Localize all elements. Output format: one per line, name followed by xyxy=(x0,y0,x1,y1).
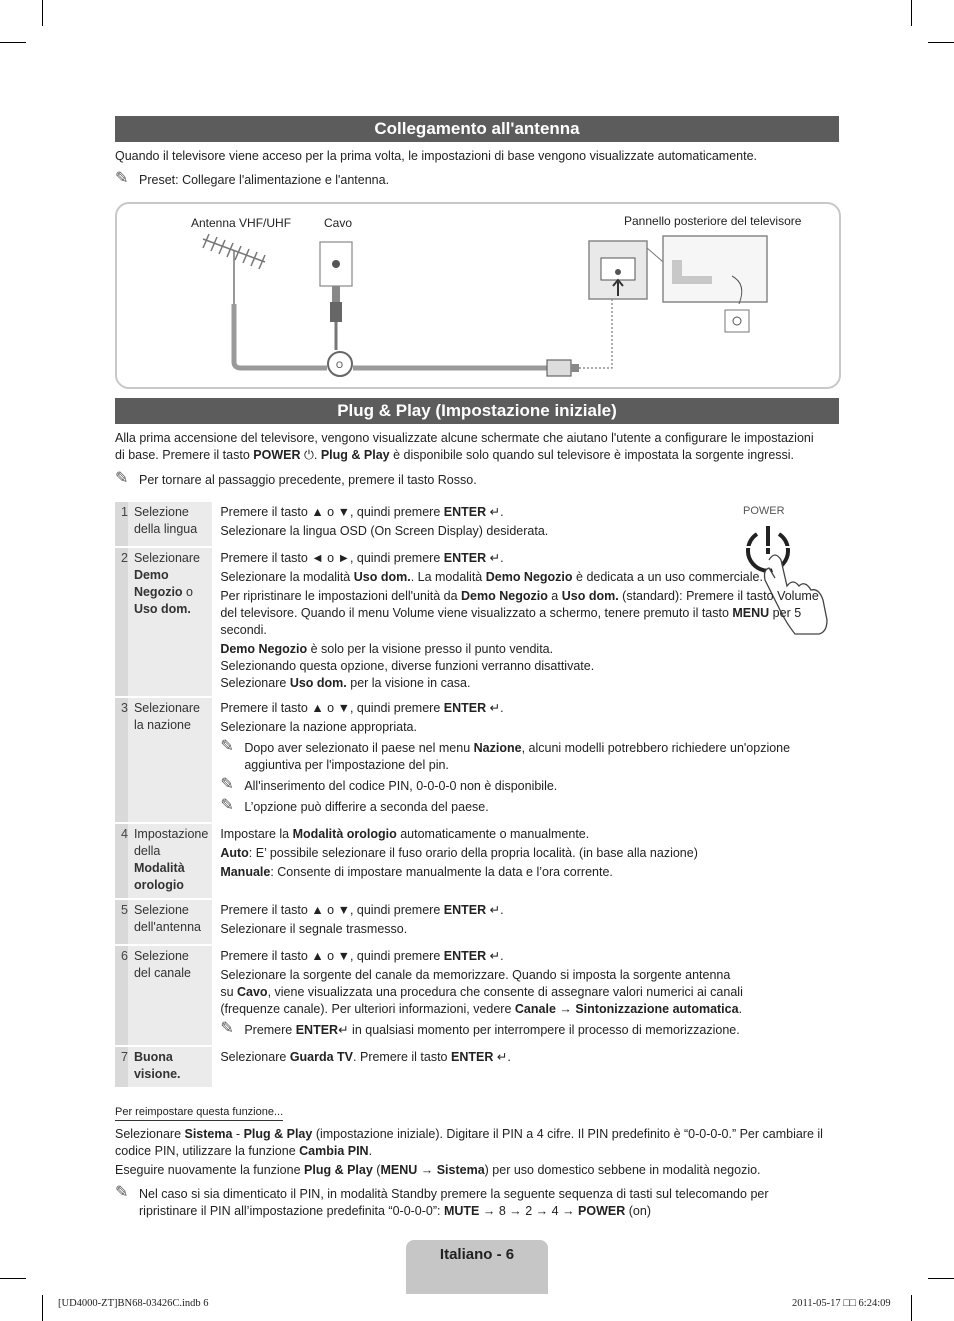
step-text: , alcuni modelli potrebbero richiedere un'opzione aggiuntiva per l'impostazione del pin. xyxy=(244,741,791,772)
step-text: Selezionare xyxy=(220,676,290,690)
intro-text: . xyxy=(313,448,321,462)
step-description: Premere il tasto ▲ o ▼, quindi premere ENTER ↵. Selezionare il segnale trasmesso. xyxy=(213,899,820,945)
step-row xyxy=(115,547,820,697)
enter-icon: ↵ xyxy=(486,701,501,715)
step-description xyxy=(213,823,820,899)
note-pencil-icon: ✎ xyxy=(115,170,129,187)
note-pencil-icon: ✎ xyxy=(220,797,234,814)
power-label: POWER xyxy=(743,505,785,517)
step-text: . Premere il tasto xyxy=(353,1050,451,1064)
reset-line-1 xyxy=(115,1126,839,1143)
intro-text: è disponibile solo quando sul televisore è impostata la sorgente ingressi. xyxy=(389,448,795,462)
step-text: Premere xyxy=(244,1023,296,1037)
step-name: Selezione del canale xyxy=(128,945,213,1046)
step-name xyxy=(128,547,213,697)
step-bold: Uso dom. xyxy=(289,676,347,690)
step-text: Dopo aver selezionato il paese nel menu xyxy=(244,741,474,755)
step-name-bold: Buona visione. xyxy=(133,1050,181,1081)
reset-text: Selezionare xyxy=(115,1127,185,1141)
step-name: Selezionare la nazione xyxy=(128,697,213,823)
enter-key-label: ENTER xyxy=(443,949,487,963)
antenna-icon xyxy=(203,234,265,304)
step-number: 5 xyxy=(115,899,128,945)
step-description: Premere il tasto ◄ o ►, quindi premere ENTER ↵. Selezionare la modalità Uso dom.. La modalità Demo Negozio è dedicata a un uso commerciale. Per ripristinare le impostazioni dell'unità da Demo Negozio a Uso dom. (standard): Premere il tasto Volume del televisore. Quando il menu Volume viene visualizzato a schermo, tenere premuto il tasto MENU per 5 secondi. Demo Negozio è solo per la visione presso il punto vendita. Selezionando questa opzione, diverse funzioni verranno disattivate. Selezionare Uso dom. per la visione in casa. xyxy=(220,551,819,690)
plug-play-note-text: Per tornare al passaggio precedente, premere il tasto Rosso. xyxy=(139,473,477,487)
svg-text:O: O xyxy=(336,360,344,370)
enter-icon: ↵ xyxy=(493,1050,508,1064)
note-pencil-icon: ✎ xyxy=(115,1184,129,1201)
step-text: Selezionare il segnale trasmesso. xyxy=(220,922,408,936)
step-name-text: o xyxy=(182,585,193,599)
step-number: 3 xyxy=(115,697,128,823)
step-text: in qualsiasi momento per interrompere il processo di memorizzazione. xyxy=(352,1023,740,1037)
step-text: Per ripristinare le impostazioni dell'unità da xyxy=(220,589,462,603)
step-description: Premere il tasto ▲ o ▼, quindi premere ENTER ↵. Selezionare la lingua OSD (On Screen Display) desiderata. xyxy=(213,501,820,547)
reset-bold: Sistema xyxy=(436,1163,485,1177)
step-text: è dedicata a un uso commerciale. xyxy=(572,570,763,584)
crop-mark xyxy=(42,1295,43,1321)
step-number: 6 xyxy=(115,945,128,1046)
step-text: per la visione in casa. xyxy=(346,676,471,690)
antenna-note xyxy=(115,172,839,189)
step-text: Selezionare la sorgente del canale da memorizzare. Quando si imposta la sorgente antenna su xyxy=(220,968,731,999)
note-pencil-icon: ✎ xyxy=(220,738,234,755)
reset-text: → xyxy=(417,1163,437,1177)
step-name-bold: Modalità orologio xyxy=(133,861,185,892)
setup-steps-table xyxy=(115,500,820,1087)
step-text: a xyxy=(547,589,562,603)
reset-note-text: (on) xyxy=(625,1204,651,1218)
step-number: 2 xyxy=(115,547,128,697)
step-bold: Canale → Sintonizzazione automatica xyxy=(514,1002,739,1016)
step-text: per 5 secondi. xyxy=(220,606,802,637)
step-description: Premere il tasto ▲ o ▼, quindi premere ENTER ↵. Selezionare la sorgente del canale da memorizzare. Quando si imposta la sorgente antenna su Cavo, viene visualizzata una procedura che consente di assegnare valori numerici ai canali (frequenze canale). Per ulteriori informazioni, vedere Canale → Sintonizzazione automatica. ✎ Premere ENTER↵ in qualsiasi momento per interrompere il processo di memorizzazione. xyxy=(220,949,743,1037)
step-description: Premere il tasto ▲ o ▼, quindi premere ENTER ↵. Selezionare la nazione appropriata. ✎ Dopo aver selezionato il paese nel menu Nazione, alcuni modelli potrebbero richiedere un'opzione aggiuntiva per l'impostazione del pin. ✎ All'inserimento del codice PIN, 0-0-0-0 non è disponibile. ✎ L’opzione può differire a seconda del paese. xyxy=(213,697,820,823)
antenna-intro: Quando il televisore viene acceso per la prima volta, le impostazioni di base vengono visualizzate automaticamente. xyxy=(115,149,758,163)
step-number: 4 xyxy=(115,823,128,899)
power-glyph-icon: ⏻ xyxy=(300,448,314,462)
crop-mark xyxy=(0,42,26,43)
enter-key-label: ENTER xyxy=(295,1023,339,1037)
step-row xyxy=(115,501,820,547)
step-row xyxy=(115,1046,820,1087)
page-number-tab: Italiano - 6 xyxy=(406,1240,548,1294)
crop-mark xyxy=(911,1295,912,1321)
step-text: : Consente di impostare manualmente la data e l’ora corrente. xyxy=(270,865,613,879)
crop-mark xyxy=(0,1278,26,1279)
enter-key-label: ENTER xyxy=(443,505,487,519)
enter-icon: ↵ xyxy=(486,949,501,963)
enter-key-label: ENTER xyxy=(450,1050,494,1064)
enter-icon: ↵ xyxy=(486,903,501,917)
plug-play-term: Plug & Play xyxy=(320,448,390,462)
enter-icon: ↵ xyxy=(486,505,501,519)
antenna-label: Antenna VHF/UHF xyxy=(191,216,292,230)
footer-date: 2011-05-17 □□ 6:24:09 xyxy=(792,1298,891,1309)
enter-key-label: ENTER xyxy=(443,903,487,917)
enter-icon: ↵ xyxy=(338,1023,353,1037)
step-name-text: Selezionare xyxy=(133,551,200,565)
reset-bold: MENU xyxy=(380,1163,418,1177)
step-name-text: Impostazione della xyxy=(133,827,209,858)
reset-bold: Plug & Play xyxy=(243,1127,313,1141)
step-name xyxy=(128,823,213,899)
step-text: (standard): Premere il tasto Volume del televisore. Quando il menu Volume viene visualizzato a schermo, tenere premuto il tasto xyxy=(220,589,819,620)
step-bold: Nazione xyxy=(473,741,522,755)
crop-mark xyxy=(928,42,954,43)
step-bold: Manuale xyxy=(220,865,271,879)
step-row xyxy=(115,823,820,899)
power-key-label: POWER xyxy=(253,448,301,462)
note-pencil-icon: ✎ xyxy=(220,1020,234,1037)
plug-play-intro-2 xyxy=(115,447,839,464)
step-bold: Cavo xyxy=(237,985,268,999)
reset-heading: Per reimpostare questa funzione... xyxy=(115,1105,283,1121)
step-text: Premere il tasto ▲ o ▼, quindi premere xyxy=(220,949,444,963)
step-text: Selezionare la nazione appropriata. xyxy=(220,720,417,734)
antenna-diagram xyxy=(115,202,841,389)
reset-text: - xyxy=(232,1127,244,1141)
antenna-note-text: Preset: Collegare l'alimentazione e l'antenna. xyxy=(139,173,390,187)
step-text: è solo per la visione presso il punto vendita. xyxy=(307,642,554,656)
reset-bold: POWER xyxy=(578,1204,626,1218)
reset-text: ( xyxy=(372,1163,381,1177)
step-bold: Demo Negozio xyxy=(461,589,548,603)
step-number: 1 xyxy=(115,501,128,547)
step-text: L’opzione può differire a seconda del paese. xyxy=(244,800,489,814)
step-bold: Guarda TV xyxy=(289,1050,354,1064)
step-bold: Auto xyxy=(220,846,249,860)
step-text: Premere il tasto ▲ o ▼, quindi premere xyxy=(220,505,444,519)
step-bold: Uso dom. xyxy=(353,570,411,584)
enter-icon: ↵ xyxy=(486,551,501,565)
footer-file: [UD4000-ZT]BN68-03426C.indb 6 xyxy=(58,1298,209,1309)
note-pencil-icon: ✎ xyxy=(220,776,234,793)
cable-label: Cavo xyxy=(324,216,353,230)
reset-bold: Sistema xyxy=(184,1127,233,1141)
reset-note-text: ripristinare il PIN all’impostazione predefinita “0-0-0-0”: xyxy=(139,1204,444,1218)
reset-line-2 xyxy=(115,1143,839,1160)
plug-play-note xyxy=(115,472,839,489)
step-text: . La modalità xyxy=(410,570,486,584)
step-text: Selezionare la lingua OSD (On Screen Display) desiderata. xyxy=(220,524,549,538)
step-text: Selezionare la modalità xyxy=(220,570,354,584)
reset-bold: Cambia PIN xyxy=(299,1144,369,1158)
note-pencil-icon: ✎ xyxy=(115,470,129,487)
antenna-diagram-graphic xyxy=(117,204,839,387)
reset-note xyxy=(115,1186,839,1220)
step-text: Premere il tasto ◄ o ►, quindi premere xyxy=(220,551,444,565)
reset-note-text: Nel caso si sia dimenticato il PIN, in modalità Standby premere la seguente sequenza di tasti sul telecomando per xyxy=(139,1187,769,1201)
step-text: Impostare la xyxy=(220,827,293,841)
intro-text: di base. Premere il tasto xyxy=(115,448,254,462)
step-name: Selezione dell'antenna xyxy=(128,899,213,945)
enter-key-label: ENTER xyxy=(443,701,487,715)
reset-bold: Plug & Play xyxy=(304,1163,373,1177)
reset-line-3 xyxy=(115,1162,839,1179)
step-name xyxy=(128,1046,213,1087)
step-bold: MENU xyxy=(732,606,770,620)
step-bold: Demo Negozio xyxy=(220,642,308,656)
step-row xyxy=(115,899,820,945)
crop-mark xyxy=(911,0,912,26)
step-text: : E’ possibile selezionare il fuso orario della propria località. (in base alla nazione) xyxy=(248,846,698,860)
reset-text: . xyxy=(368,1144,373,1158)
section-title-plug-play: Plug & Play (Impostazione iniziale) xyxy=(115,398,839,424)
section-title-antenna: Collegamento all'antenna xyxy=(115,116,839,142)
step-text: automaticamente o manualmente. xyxy=(396,827,590,841)
step-row xyxy=(115,945,820,1046)
step-row xyxy=(115,697,820,823)
step-bold: Uso dom. xyxy=(561,589,619,603)
step-text: Selezionare xyxy=(220,1050,290,1064)
step-text: . xyxy=(738,1002,743,1016)
reset-text: (impostazione iniziale). Digitare il PIN a 4 cifre. Il PIN predefinito è “0-0-0-0.” Per cambiare il xyxy=(312,1127,823,1141)
reset-text: ) per uso domestico sebbene in modalità negozio. xyxy=(484,1163,761,1177)
crop-mark xyxy=(928,1278,954,1279)
panel-label: Pannello posteriore del televisore xyxy=(624,214,802,228)
step-number: 7 xyxy=(115,1046,128,1087)
step-text: Premere il tasto ▲ o ▼, quindi premere xyxy=(220,903,444,917)
step-bold: Modalità orologio xyxy=(292,827,397,841)
step-name: Selezione della lingua xyxy=(128,501,213,547)
reset-text: Eseguire nuovamente la funzione xyxy=(115,1163,305,1177)
reset-text: codice PIN, utilizzare la funzione xyxy=(115,1144,300,1158)
reset-bold: MUTE xyxy=(443,1204,480,1218)
step-name-bold: Uso dom. xyxy=(133,602,191,616)
enter-key-label: ENTER xyxy=(443,551,487,565)
step-text: Premere il tasto ▲ o ▼, quindi premere xyxy=(220,701,444,715)
step-text: , viene visualizzata una procedura che consente di assegnare valori numerici ai canali (frequenze canale). Per ulteriori informazioni, vedere xyxy=(220,985,743,1016)
step-text: Selezionando questa opzione, diverse funzioni verranno disattivate. xyxy=(220,659,595,673)
step-description: Selezionare Guarda TV. Premere il tasto ENTER ↵. xyxy=(220,1050,511,1064)
step-name-bold: Demo Negozio xyxy=(133,568,183,599)
coax-plug-icon xyxy=(547,360,571,376)
crop-mark xyxy=(42,0,43,26)
plug-play-intro-1: Alla prima accensione del televisore, vengono visualizzate alcune schermate che aiutano l'utente a configurare le impostazioni xyxy=(115,431,814,445)
step-bold: Demo Negozio xyxy=(485,570,573,584)
reset-note-text: → 8 → 2 → 4 → xyxy=(479,1204,579,1218)
step-text: All'inserimento del codice PIN, 0-0-0-0 non è disponibile. xyxy=(244,779,558,793)
